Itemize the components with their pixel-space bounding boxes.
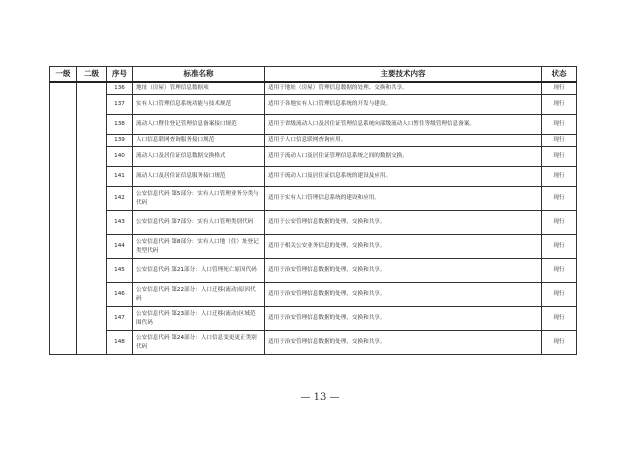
main-content: 适用于省级流动人口及居住证管理信息系统向部级流动人口暂住等级管理信息备案。 xyxy=(265,115,542,135)
status-cell: 现行 xyxy=(542,187,577,211)
row-number: 148 xyxy=(107,331,133,355)
status-cell: 现行 xyxy=(542,95,577,115)
header-level2: 二级 xyxy=(77,67,107,83)
table-row xyxy=(50,167,577,187)
standard-name: 公安信息代码 第8部分：实有人口地（住）址登记类型代码 xyxy=(133,235,265,259)
standards-table xyxy=(49,66,577,355)
row-number: 142 xyxy=(107,187,133,211)
header-main-content: 主要技术内容 xyxy=(265,67,542,83)
status-cell: 现行 xyxy=(542,211,577,235)
page-number: — 13 — xyxy=(300,392,340,403)
table-row xyxy=(50,211,577,235)
status-cell: 现行 xyxy=(542,115,577,135)
status-cell: 现行 xyxy=(542,135,577,147)
row-number: 141 xyxy=(107,167,133,187)
table-row xyxy=(50,235,577,259)
standard-name: 地址（房屋）管理信息数据项 xyxy=(133,82,265,95)
header-standard-name: 标准名称 xyxy=(133,67,265,83)
level2-cell xyxy=(77,82,107,355)
header-level1: 一级 xyxy=(50,67,77,83)
main-content: 适用于治安管理信息数据的处理、交换和共享。 xyxy=(265,307,542,331)
main-content: 适用于公安管理信息数据的处理、交换和共享。 xyxy=(265,211,542,235)
row-number: 139 xyxy=(107,135,133,147)
status-cell: 现行 xyxy=(542,283,577,307)
table-row xyxy=(50,115,577,135)
status-cell: 现行 xyxy=(542,147,577,167)
header-seq: 序号 xyxy=(107,67,133,83)
header-status: 状态 xyxy=(542,67,577,83)
main-content: 适用于相关公安业务信息的处理、交换和共享。 xyxy=(265,235,542,259)
row-number: 140 xyxy=(107,147,133,167)
row-number: 147 xyxy=(107,307,133,331)
table-row xyxy=(50,331,577,355)
main-content: 适用于人口信息联网查询应用。 xyxy=(265,135,542,147)
table-row xyxy=(50,95,577,115)
row-number: 143 xyxy=(107,211,133,235)
row-number: 137 xyxy=(107,95,133,115)
row-number: 138 xyxy=(107,115,133,135)
main-content: 适用于治安管理信息数据的处理、交换和共享。 xyxy=(265,283,542,307)
status-cell: 现行 xyxy=(542,82,577,95)
table-header-row xyxy=(50,67,577,83)
status-cell: 现行 xyxy=(542,331,577,355)
standard-name: 公安信息代码 第23部分：人口迁移(流动)区域范围代码 xyxy=(133,307,265,331)
standard-name: 公安信息代码 第5部分：实有人口管理业务分类与代码 xyxy=(133,187,265,211)
main-content: 适用于治安管理信息数据的处理、交换和共享。 xyxy=(265,331,542,355)
main-content: 适用于治安管理信息数据的处理、交换和共享。 xyxy=(265,259,542,283)
main-content: 适用于地址（房屋）管理信息数据的处理、交换和共享。 xyxy=(265,82,542,95)
main-content: 适用于各地实有人口管理信息系统的开发与建设。 xyxy=(265,95,542,115)
table-row xyxy=(50,283,577,307)
status-cell: 现行 xyxy=(542,235,577,259)
table-row xyxy=(50,259,577,283)
table-row xyxy=(50,307,577,331)
standard-name: 流动人口及居住证信息数据交换格式 xyxy=(133,147,265,167)
standard-name: 公安信息代码 第7部分：实有人口管理类别代码 xyxy=(133,211,265,235)
standard-name: 公安信息代码 第22部分：人口迁移(流动)原因代码 xyxy=(133,283,265,307)
status-cell: 现行 xyxy=(542,307,577,331)
level1-cell xyxy=(50,82,77,355)
table-row xyxy=(50,135,577,147)
row-number: 146 xyxy=(107,283,133,307)
row-number: 144 xyxy=(107,235,133,259)
standard-name: 人口信息联网查询服务接口规范 xyxy=(133,135,265,147)
table-body xyxy=(50,82,577,355)
main-content: 适用于流动人口及居住证信息系统的建设及应用。 xyxy=(265,167,542,187)
status-cell: 现行 xyxy=(542,167,577,187)
status-cell: 现行 xyxy=(542,259,577,283)
standard-name: 实有人口管理信息系统功能与技术规范 xyxy=(133,95,265,115)
table-row xyxy=(50,147,577,167)
row-number: 136 xyxy=(107,82,133,95)
standard-name: 公安信息代码 第24部分：人口信息变更更正类别代码 xyxy=(133,331,265,355)
standard-name: 流动人口及居住证信息服务接口规范 xyxy=(133,167,265,187)
standard-name: 流动人口暨住登记管理信息备案接口规范 xyxy=(133,115,265,135)
table-row xyxy=(50,82,577,95)
main-content: 适用于流动人口及居住证管理信息系统之间的数据交换。 xyxy=(265,147,542,167)
row-number: 145 xyxy=(107,259,133,283)
main-content: 适用于实有人口管理信息系统的建设和应用。 xyxy=(265,187,542,211)
standard-name: 公安信息代码 第21部分：人口管理死亡原因代码 xyxy=(133,259,265,283)
table-row xyxy=(50,187,577,211)
